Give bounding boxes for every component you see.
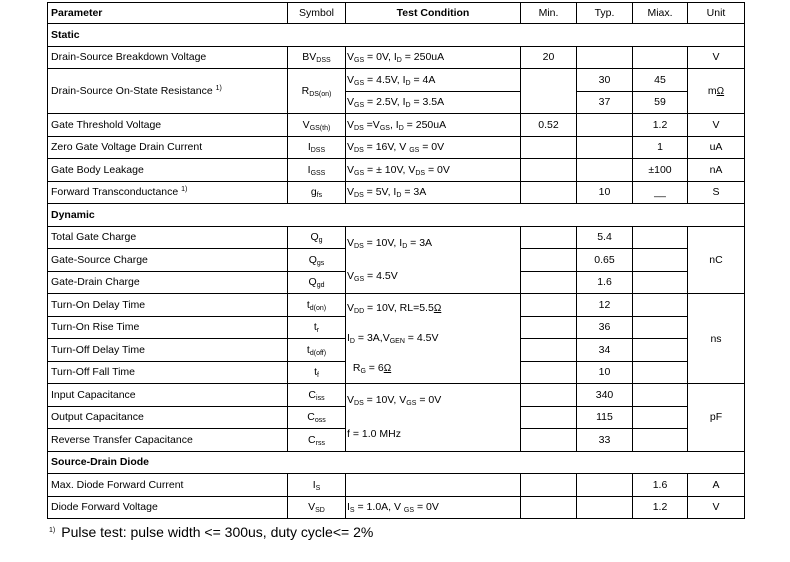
min-idss <box>521 136 577 159</box>
max-igss: ±100 <box>633 159 688 182</box>
unit-igss: nA <box>688 159 745 182</box>
symbol-vsd: $V_{SD}$ <box>288 496 346 519</box>
table-row-qg <box>48 226 745 249</box>
typ-rdson-1: 30 <box>577 69 633 92</box>
table-row-rdson-1 <box>48 69 745 92</box>
electrical-characteristics-table <box>47 2 745 519</box>
max-vgsth: 1.2 <box>633 114 688 137</box>
param-qgs: Gate-Source Charge <box>48 249 288 272</box>
min-crss <box>521 429 577 452</box>
header-unit: Unit <box>688 3 745 24</box>
unit-is: A <box>688 474 745 497</box>
typ-is <box>577 474 633 497</box>
symbol-crss: $C_{rss}$ <box>288 429 346 452</box>
max-tdoff <box>633 339 688 362</box>
param-coss: Output Capacitance <box>48 406 288 429</box>
unit-gfs: S <box>688 181 745 204</box>
typ-tdoff: 34 <box>577 339 633 362</box>
unit-vsd: V <box>688 496 745 519</box>
param-gfs: Forward Transconductance $^{1)}$ <box>48 181 288 204</box>
header-symbol: Symbol <box>288 3 346 24</box>
unit-switching: ns <box>688 294 745 384</box>
min-tdon <box>521 294 577 317</box>
param-tr: Turn-On Rise Time <box>48 316 288 339</box>
section-title-diode: Source-Drain Diode <box>48 451 745 474</box>
symbol-igss: $I_{GSS}$ <box>288 159 346 182</box>
typ-rdson-2: 37 <box>577 91 633 114</box>
max-crss <box>633 429 688 452</box>
max-gfs: __ <box>633 181 688 204</box>
condition-idss: $V_{DS} = 16V$, V $_{GS}$ = 0V <box>346 136 521 159</box>
typ-ciss: 340 <box>577 384 633 407</box>
symbol-qg: $Q_g$ <box>288 226 346 249</box>
param-ciss: Input Capacitance <box>48 384 288 407</box>
table-row-igss <box>48 159 745 182</box>
ohm-icon: Ω <box>433 303 442 315</box>
param-igss: Gate Body Leakage <box>48 159 288 182</box>
ohm-icon: Ω <box>383 362 392 374</box>
header-test-condition: Test Condition <box>346 3 521 24</box>
typ-qg: 5.4 <box>577 226 633 249</box>
section-title-static: Static <box>48 24 745 47</box>
symbol-vgsth: $V_{GS(th)}$ <box>288 114 346 137</box>
max-tr <box>633 316 688 339</box>
footnote-mark: 1) <box>49 527 56 534</box>
min-gfs <box>521 181 577 204</box>
typ-tdon: 12 <box>577 294 633 317</box>
param-vsd: Diode Forward Voltage <box>48 496 288 519</box>
min-qgd <box>521 271 577 294</box>
spec-table-container <box>47 2 745 519</box>
max-tf <box>633 361 688 384</box>
param-idss: Zero Gate Voltage Drain Current <box>48 136 288 159</box>
symbol-tdoff: $t_{d(off)}$ <box>288 339 346 362</box>
min-is <box>521 474 577 497</box>
header-min: Min. <box>521 3 577 24</box>
header-typ: Typ. <box>577 3 633 24</box>
param-qgd: Gate-Drain Charge <box>48 271 288 294</box>
section-title-dynamic: Dynamic <box>48 204 745 227</box>
condition-is <box>346 474 521 497</box>
symbol-bvdss: $BV_{DSS}$ <box>288 46 346 69</box>
unit-vgsth: V <box>688 114 745 137</box>
symbol-tdon: $t_{d(on)}$ <box>288 294 346 317</box>
min-vgsth: 0.52 <box>521 114 577 137</box>
unit-bvdss: V <box>688 46 745 69</box>
min-bvdss: 20 <box>521 46 577 69</box>
section-row-dynamic <box>48 204 745 227</box>
max-rdson-1: 45 <box>633 69 688 92</box>
max-qgs <box>633 249 688 272</box>
max-bvdss <box>633 46 688 69</box>
min-tf <box>521 361 577 384</box>
param-bvdss: Drain-Source Breakdown Voltage <box>48 46 288 69</box>
max-coss <box>633 406 688 429</box>
condition-rdson-1: $V_{GS} = 4.5V$, $I_D = 4A$ <box>346 69 521 92</box>
typ-bvdss <box>577 46 633 69</box>
typ-tr: 36 <box>577 316 633 339</box>
header-row <box>48 3 745 24</box>
unit-rdson: mΩ <box>688 69 745 114</box>
typ-vsd <box>577 496 633 519</box>
max-rdson-2: 59 <box>633 91 688 114</box>
typ-vgsth <box>577 114 633 137</box>
max-idss: 1 <box>633 136 688 159</box>
table-row-vsd <box>48 496 745 519</box>
condition-vgsth: $V_{DS} =V_{GS}$, $I_D = 250uA$ <box>346 114 521 137</box>
typ-qgd: 1.6 <box>577 271 633 294</box>
header-max: Miax. <box>633 3 688 24</box>
min-igss <box>521 159 577 182</box>
max-qg <box>633 226 688 249</box>
typ-idss <box>577 136 633 159</box>
table-row-idss <box>48 136 745 159</box>
unit-charge: nC <box>688 226 745 294</box>
min-vsd <box>521 496 577 519</box>
condition-gfs: $V_{DS} = 5V$, $I_D = 3A$ <box>346 181 521 204</box>
min-rdson <box>521 69 577 114</box>
param-is: Max. Diode Forward Current <box>48 474 288 497</box>
table-row-tdon <box>48 294 745 317</box>
max-tdon <box>633 294 688 317</box>
symbol-qgd: $Q_{gd}$ <box>288 271 346 294</box>
symbol-gfs: $g_{fs}$ <box>288 181 346 204</box>
footnote-text: Pulse test: pulse width <= 300us, duty cycle<= 2% <box>61 524 374 540</box>
symbol-idss: $I_{DSS}$ <box>288 136 346 159</box>
symbol-tr: $t_r$ <box>288 316 346 339</box>
typ-coss: 115 <box>577 406 633 429</box>
min-qg <box>521 226 577 249</box>
symbol-qgs: $Q_{gs}$ <box>288 249 346 272</box>
min-qgs <box>521 249 577 272</box>
param-crss: Reverse Transfer Capacitance <box>48 429 288 452</box>
max-qgd <box>633 271 688 294</box>
symbol-is: $I_S$ <box>288 474 346 497</box>
param-qg: Total Gate Charge <box>48 226 288 249</box>
footnote <box>49 524 373 540</box>
param-tf: Turn-Off Fall Time <box>48 361 288 384</box>
header-parameter: Parameter <box>48 3 288 24</box>
min-ciss <box>521 384 577 407</box>
max-vsd: 1.2 <box>633 496 688 519</box>
condition-switching: $V_{DD} = 10V$, RL=5.5Ω $I_D = 3A,V_{GEN} = 4.5V$ $R_G = 6\Omega$ <box>346 294 521 384</box>
param-tdon: Turn-On Delay Time <box>48 294 288 317</box>
condition-igss: $V_{GS}$ = ± 10V, $V_{DS} = 0V$ <box>346 159 521 182</box>
condition-charge: $V_{DS} = 10V$, $I_D = 3A$ $V_{GS} = 4.5V$ <box>346 226 521 294</box>
ohm-icon: Ω <box>716 86 725 97</box>
max-ciss <box>633 384 688 407</box>
typ-igss <box>577 159 633 182</box>
param-tdoff: Turn-Off Delay Time <box>48 339 288 362</box>
section-row-diode <box>48 451 745 474</box>
table-row-ciss <box>48 384 745 407</box>
min-coss <box>521 406 577 429</box>
typ-crss: 33 <box>577 429 633 452</box>
symbol-ciss: $C_{iss}$ <box>288 384 346 407</box>
table-row-is <box>48 474 745 497</box>
table-row-gfs <box>48 181 745 204</box>
condition-rdson-2: $V_{GS} = 2.5V$, $I_D = 3.5A$ <box>346 91 521 114</box>
unit-idss: uA <box>688 136 745 159</box>
symbol-tf: $t_f$ <box>288 361 346 384</box>
condition-capacitance: $V_{DS} = 10V$, $V_{GS} = 0V$ f = 1.0 MHz <box>346 384 521 452</box>
typ-tf: 10 <box>577 361 633 384</box>
table-row-vgsth <box>48 114 745 137</box>
typ-qgs: 0.65 <box>577 249 633 272</box>
param-rdson: Drain-Source On-State Resistance $^{1)}$ <box>48 69 288 114</box>
min-tr <box>521 316 577 339</box>
condition-vsd: $I_S = 1.0A$, V $_{GS}$ = 0V <box>346 496 521 519</box>
max-is: 1.6 <box>633 474 688 497</box>
section-row-static <box>48 24 745 47</box>
unit-capacitance: pF <box>688 384 745 452</box>
symbol-rdson: $R_{DS(on)}$ <box>288 69 346 114</box>
condition-bvdss: $V_{GS} = 0V$, $I_D = 250uA$ <box>346 46 521 69</box>
typ-gfs: 10 <box>577 181 633 204</box>
min-tdoff <box>521 339 577 362</box>
symbol-coss: $C_{oss}$ <box>288 406 346 429</box>
table-row-bvdss <box>48 46 745 69</box>
param-vgsth: Gate Threshold Voltage <box>48 114 288 137</box>
